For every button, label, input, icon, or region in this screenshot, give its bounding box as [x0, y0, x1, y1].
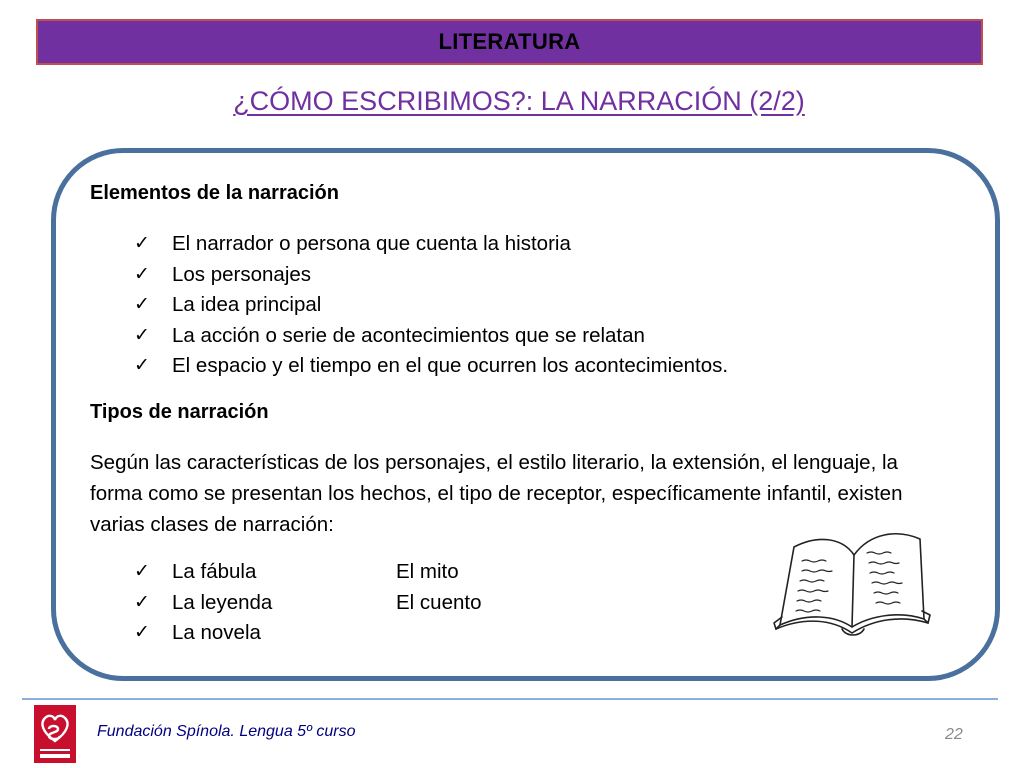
elements-list — [134, 229, 728, 382]
types-list-col1 — [134, 557, 272, 649]
banner-label: LITERATURA — [438, 29, 581, 54]
list-item: ✓ La fábula — [134, 557, 272, 588]
list-item: ✓ La leyenda — [134, 588, 272, 619]
heading-elementos: Elementos de la narración — [90, 182, 339, 204]
types-paragraph: Según las características de los personajes, el estilo literario, la extensión, el lenguaje, la forma como se presentan los hechos, el tipo de receptor, específicamente infantil, existen varias clases de narración: — [90, 451, 903, 536]
list-item: ✓ Los personajes — [134, 260, 728, 291]
checkmark-icon: ✓ — [134, 263, 150, 285]
slide-title-text: ¿CÓMO ESCRIBIMOS?: LA NARRACIÓN (2/2) — [233, 86, 805, 116]
list-item: ✓ La idea principal — [134, 290, 728, 321]
fundacion-spinola-logo — [34, 705, 76, 763]
checkmark-icon: ✓ — [134, 324, 150, 346]
checkmark-icon: ✓ — [134, 591, 150, 613]
list-item: El cuento — [396, 590, 482, 614]
checkmark-icon: ✓ — [134, 355, 150, 376]
open-book-icon — [772, 525, 932, 637]
list-item: ✓ La acción o serie de acontecimientos que se relatan — [134, 321, 728, 352]
section-banner — [36, 19, 983, 65]
checkmark-icon: ✓ — [134, 622, 150, 643]
types-list-col2 — [396, 557, 481, 618]
list-item: ✓ La novela — [134, 618, 272, 649]
checkmark-icon: ✓ — [134, 233, 150, 254]
footer-text: Fundación Spínola. Lengua 5º curso — [97, 723, 356, 740]
slide-title — [0, 86, 1024, 117]
heading-tipos: Tipos de narración — [90, 401, 269, 423]
footer-divider — [22, 698, 998, 700]
list-item: El mito — [396, 560, 459, 583]
checkmark-icon: ✓ — [134, 294, 150, 315]
page-number: 22 — [945, 726, 963, 743]
checkmark-icon: ✓ — [134, 561, 150, 582]
list-item: ✓ El espacio y el tiempo en el que ocurren los acontecimientos. — [134, 351, 728, 382]
list-item: ✓ El narrador o persona que cuenta la historia — [134, 229, 728, 260]
